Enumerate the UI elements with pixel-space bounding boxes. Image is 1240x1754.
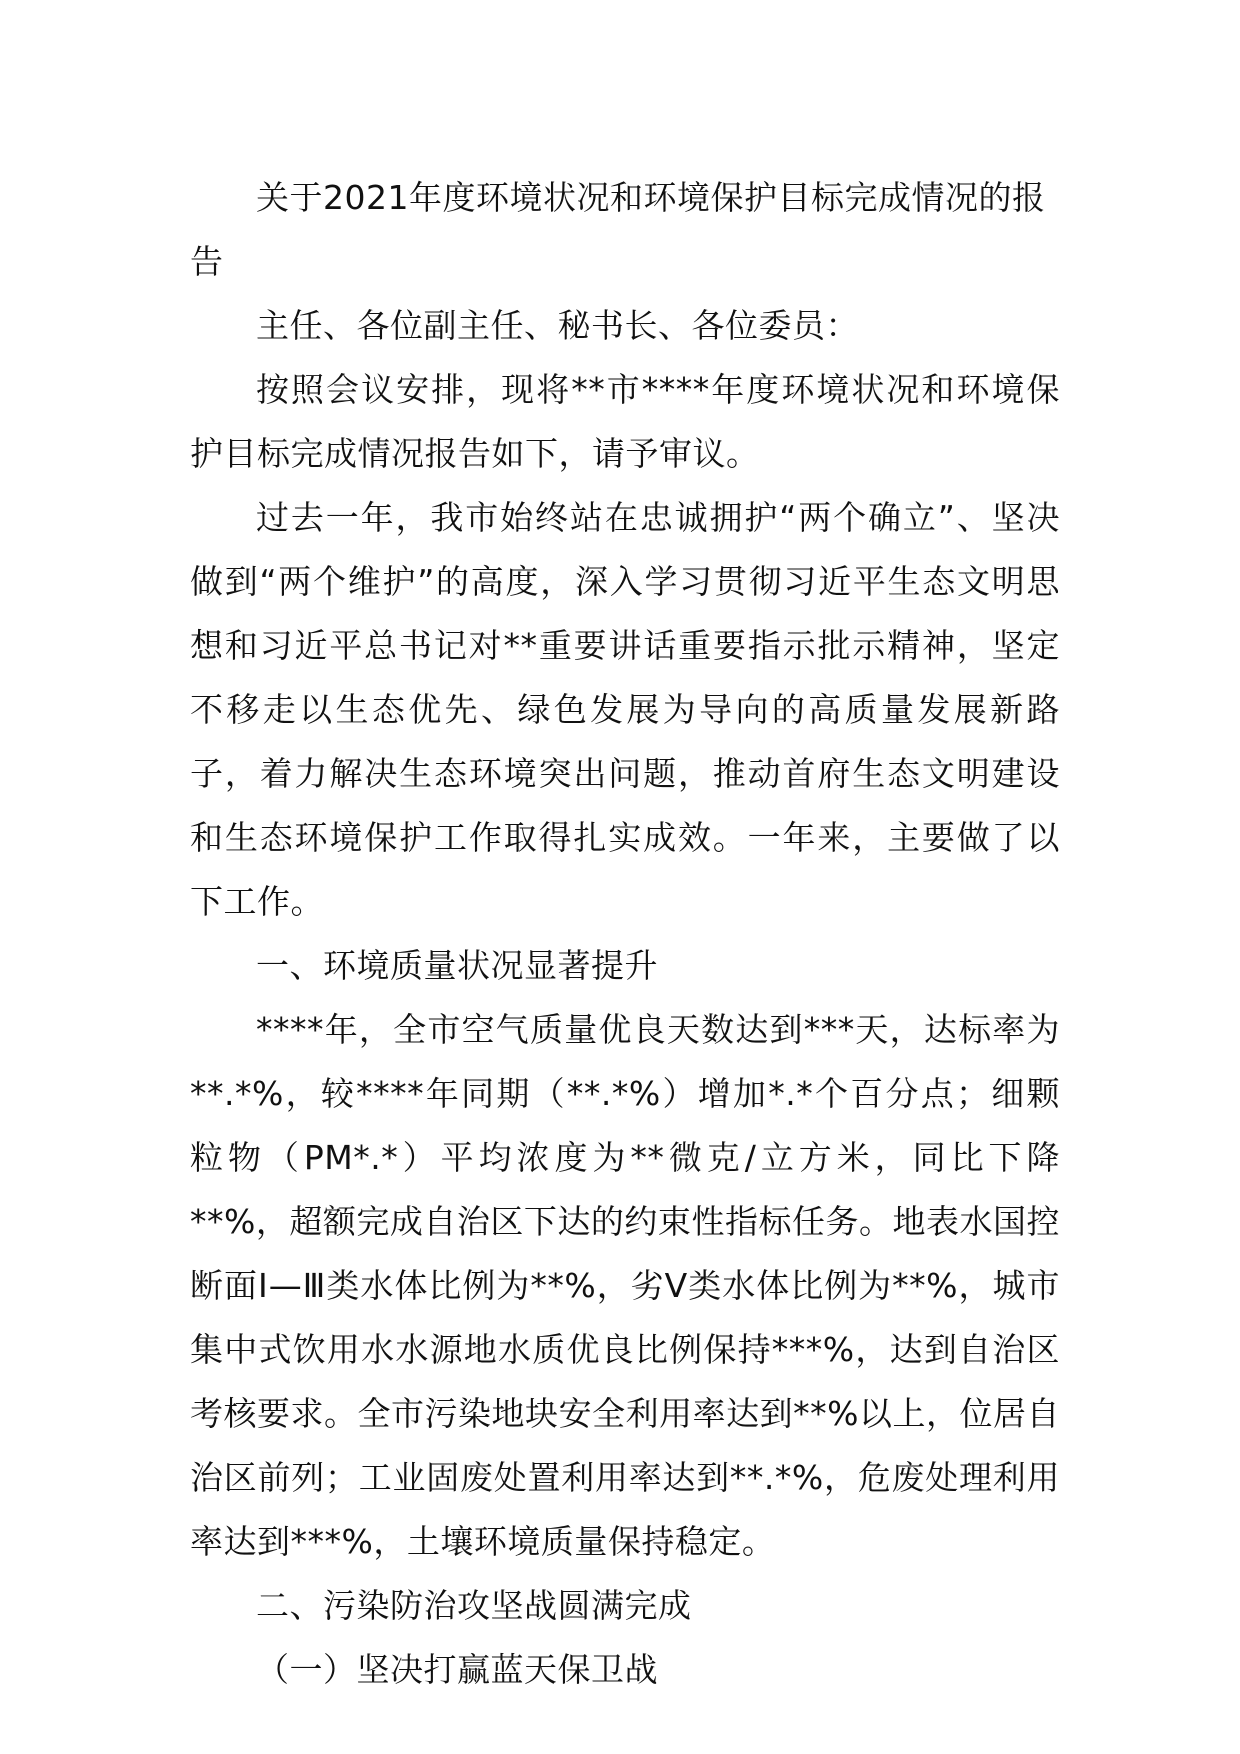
report-title: 关于2021年度环境状况和环境保护目标完成情况的报告 [190, 178, 1046, 281]
section-2-heading: 二、污染防治攻坚战圆满完成 [256, 1586, 692, 1625]
document-body [190, 166, 1060, 1702]
overview-paragraph: 过去一年，我市始终站在忠诚拥护“两个确立”、坚决做到“两个维护”的高度，深入学习贯彻习近平生态文明思想和习近平总书记对**重要讲话重要指示批示精神，坚定不移走以生态优先、绿色发展为导向的高质量发展新路子，着力解决生态环境突出问题，推动首府生态文明建设和生态环境保护工作取得扎实成效。一年来，主要做了以下工作。 [190, 498, 1060, 921]
section-1-paragraph: ****年，全市空气质量优良天数达到***天，达标率为**.*%，较****年同期（**.*%）增加*.*个百分点；细颗粒物（PM*.*）平均浓度为**微克/立方米，同比下降**%，超额完成自治区下达的约束性指标任务。地表水国控断面Ⅰ—Ⅲ类水体比例为**%，劣Ⅴ类水体比例为**%，城市集中式饮用水水源地水质优良比例保持***%，达到自治区考核要求。全市污染地块安全利用率达到**%以上，位居自治区前列；工业固废处置利用率达到**.*%，危废处理利用率达到***%，土壤环境质量保持稳定。 [190, 1010, 1060, 1561]
section-1-heading: 一、环境质量状况显著提升 [256, 946, 658, 985]
salutation: 主任、各位副主任、秘书长、各位委员： [256, 306, 859, 345]
intro-paragraph: 按照会议安排，现将**市****年度环境状况和环境保护目标完成情况报告如下，请予审议。 [190, 370, 1060, 473]
section-2-subheading-1: （一）坚决打赢蓝天保卫战 [256, 1650, 658, 1689]
